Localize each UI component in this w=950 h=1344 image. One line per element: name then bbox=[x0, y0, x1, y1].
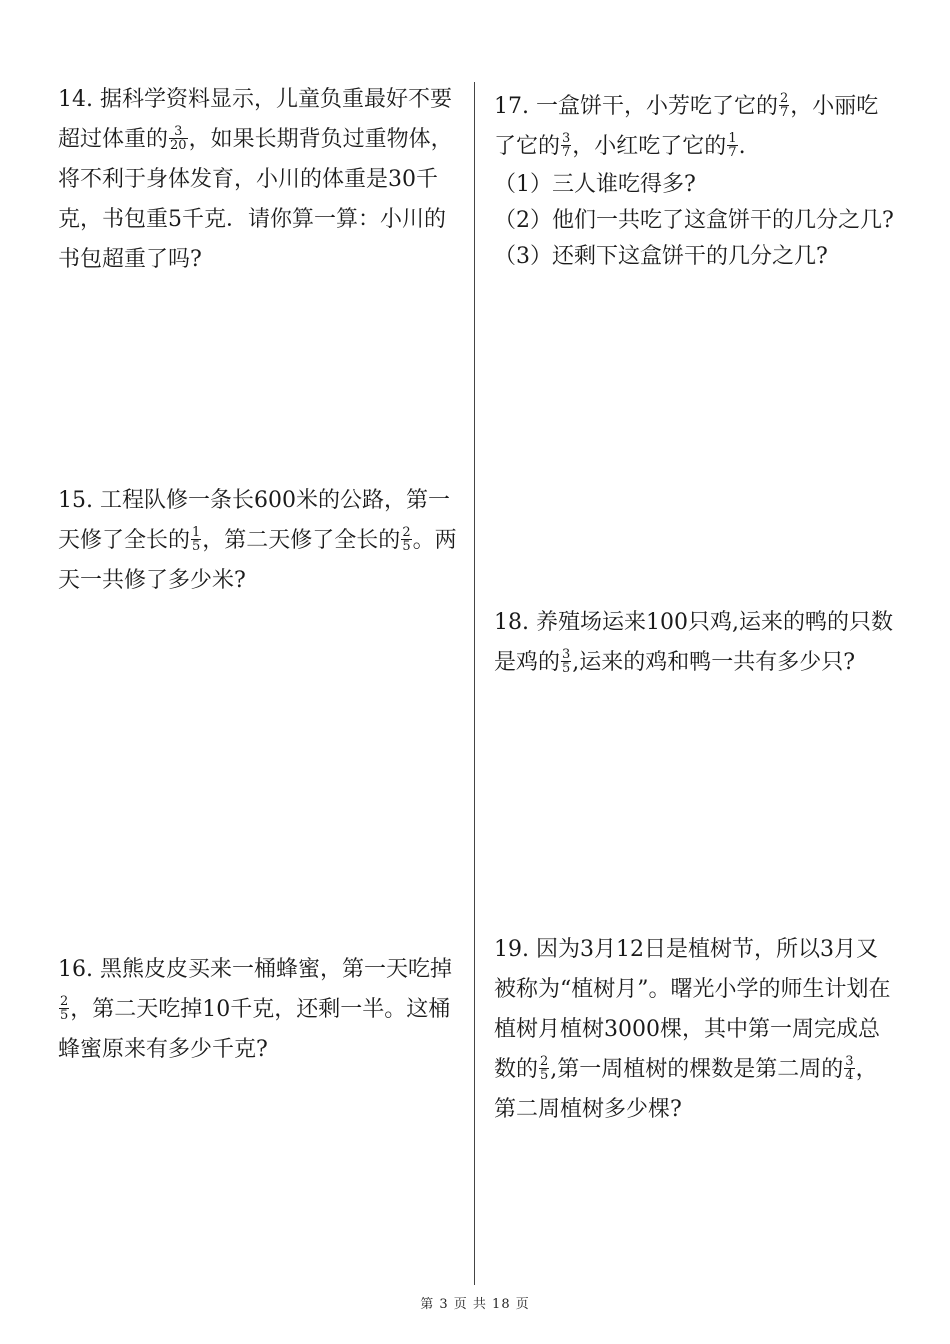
problem-19-text-c: ，第二周植树多少棵? bbox=[494, 1057, 878, 1122]
fraction: $\frac{2}{5}$ bbox=[540, 1053, 549, 1083]
problem-16 bbox=[58, 950, 454, 1070]
problem-19-text-b: ,第一周植树的棵数是第二周的 bbox=[550, 1057, 844, 1082]
fraction: $\frac{3}{20}$ bbox=[170, 123, 187, 153]
fraction: $\frac{3}{7}$ bbox=[562, 130, 571, 160]
fraction: $\frac{1}{5}$ bbox=[192, 524, 201, 554]
problem-15-text-b: ，第二天修了全长的 bbox=[202, 528, 401, 553]
problem-15 bbox=[58, 481, 468, 601]
problem-16-text-b: ，第二天吃掉10千克，还剩一半。这桶蜂蜜原来有多少千克? bbox=[58, 997, 451, 1062]
problem-17-text-a: 17. 一盒饼干，小芳吃了它的 bbox=[494, 94, 778, 119]
problem-16-text-a: 16. 黑熊皮皮买来一桶蜂蜜，第一天吃掉 bbox=[58, 957, 452, 982]
problem-18-text-b: ,运来的鸡和鸭一共有多少只? bbox=[572, 650, 856, 675]
problem-17 bbox=[494, 87, 896, 275]
fraction: $\frac{2}{5}$ bbox=[402, 524, 411, 554]
page-footer: 第 3 页 共 18 页 bbox=[420, 1297, 530, 1312]
problem-15-text-a: 15. 工程队修一条长600米的公路，第一天修了全长的 bbox=[58, 488, 450, 553]
problem-14 bbox=[58, 80, 454, 280]
column-divider bbox=[474, 82, 475, 1285]
problem-18 bbox=[494, 603, 894, 683]
problem-17-question-2: （2）他们一共吃了这盒饼干的几分之几? bbox=[494, 208, 894, 233]
problem-17-text-c: ，小红吃了它的 bbox=[572, 134, 727, 159]
problem-14-text-a: 14. 据科学资料显示，儿童负重最好不要超过体重的 bbox=[58, 87, 452, 152]
problem-19-text-a: 19. 因为3月12日是植树节，所以3月又被称为“植树月”。曙光小学的师生计划在植树月植树3000棵，其中第一周完成总数的 bbox=[494, 937, 891, 1082]
fraction: $\frac{2}{5}$ bbox=[60, 993, 69, 1023]
fraction: $\frac{3}{4}$ bbox=[845, 1053, 854, 1083]
fraction: $\frac{3}{5}$ bbox=[562, 646, 571, 676]
fraction: $\frac{1}{7}$ bbox=[728, 130, 737, 160]
problem-19 bbox=[494, 930, 896, 1130]
fraction: $\frac{2}{7}$ bbox=[779, 90, 789, 120]
problem-14-text-b: ，如果长期背负过重物体，将不利于身体发育，小川的体重是30千克，书包重5千克．请你算一算：小川的书包超重了吗? bbox=[58, 127, 453, 272]
problem-15-text-c: 。两天一共修了多少米? bbox=[58, 528, 457, 593]
problem-17-question-3: （3）还剩下这盒饼干的几分之几? bbox=[494, 244, 828, 269]
problem-17-text-d: . bbox=[738, 134, 746, 159]
problem-17-question-1: （1）三人谁吃得多? bbox=[494, 172, 696, 197]
problem-18-text-a: 18. 养殖场运来100只鸡,运来的鸭的只数是鸡的 bbox=[494, 610, 893, 675]
problem-17-text-b: ，小丽吃了它的 bbox=[494, 94, 879, 159]
